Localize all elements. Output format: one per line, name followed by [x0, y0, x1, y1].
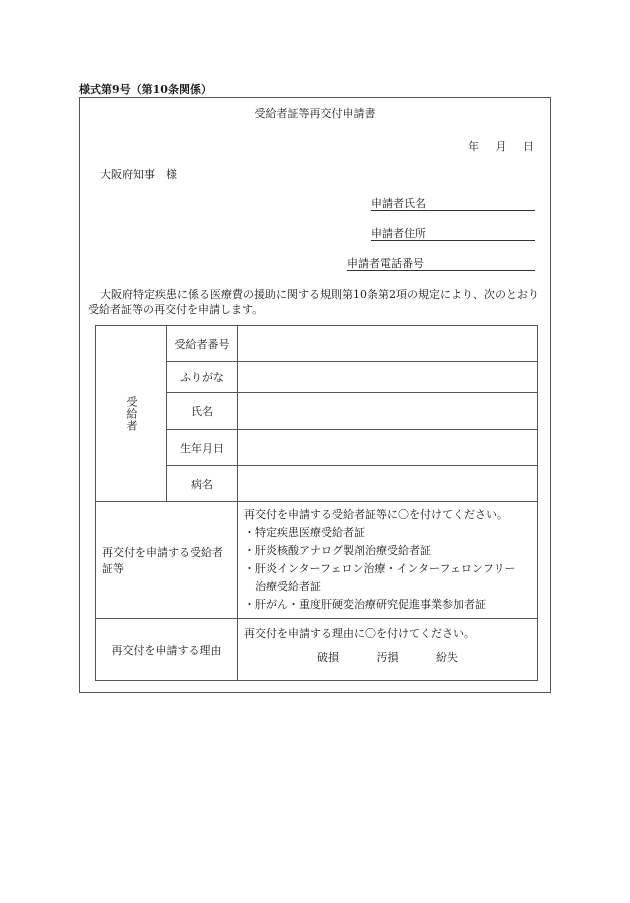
certificate-option[interactable]: ・特定疾患医療受給者証 [244, 526, 365, 539]
birthdate-input[interactable] [238, 430, 538, 466]
disease-input[interactable] [238, 466, 538, 502]
field-label-furigana: ふりがな [167, 362, 238, 393]
reason-selection[interactable] [238, 619, 538, 681]
recipient-section-label: 受給者 [125, 395, 138, 432]
certificate-option[interactable]: ・肝炎インターフェロン治療・インターフェロンフリー [244, 562, 516, 575]
applicant-address-field[interactable] [371, 225, 535, 241]
field-label-birthdate: 生年月日 [167, 430, 238, 466]
field-label-name: 氏名 [167, 393, 238, 430]
certificate-instruction: 再交付を申請する受給者証等に〇を付けてください。 [244, 508, 508, 521]
reason-instruction: 再交付を申請する理由に〇を付けてください。 [244, 627, 475, 640]
recipient-section [96, 326, 167, 502]
certificate-option-continued: 治療受給者証 [244, 580, 321, 593]
furigana-input[interactable] [238, 362, 538, 393]
reason-options [244, 649, 531, 665]
form-number: 様式第9号（第10条関係） [79, 83, 212, 96]
date-line [455, 138, 534, 154]
application-statement: 大阪府特定疾患に係る医療費の援助に関する規則第10条第2項の規定により、次のとおり受給者証等の再交付を申請します。 [88, 288, 539, 316]
applicant-address-label: 申請者住所 [371, 227, 426, 240]
addressee: 大阪府知事 様 [100, 168, 177, 181]
field-label-recipient-number: 受給者番号 [167, 326, 238, 362]
field-label-disease: 病名 [167, 466, 238, 502]
certificate-option[interactable]: ・肝炎核酸アナログ製剤治療受給者証 [244, 544, 431, 557]
reason-option-lost[interactable]: 紛失 [436, 651, 458, 664]
date-month: 月 [495, 140, 507, 153]
reason-option-soiled[interactable]: 汚損 [376, 651, 399, 664]
certificate-label: 再交付を申請する受給者証等 [96, 502, 238, 619]
applicant-name-field[interactable] [371, 195, 535, 211]
form-title: 受給者証等再交付申請書 [254, 107, 376, 120]
certificate-option[interactable]: ・肝がん・重度肝硬変治療研究促進事業参加者証 [244, 598, 486, 611]
applicant-name-label: 申請者氏名 [371, 197, 426, 210]
applicant-phone-field[interactable] [347, 255, 535, 271]
date-year: 年 [468, 140, 479, 153]
date-day: 日 [523, 140, 534, 153]
recipient-number-input[interactable] [238, 326, 538, 362]
reason-option-damaged[interactable]: 破損 [317, 651, 339, 664]
name-input[interactable] [238, 393, 538, 430]
application-form [79, 97, 551, 693]
application-table [95, 325, 538, 681]
reason-label: 再交付を申請する理由 [96, 619, 238, 681]
applicant-phone-label: 申請者電話番号 [347, 257, 424, 270]
certificate-selection[interactable] [238, 502, 538, 619]
